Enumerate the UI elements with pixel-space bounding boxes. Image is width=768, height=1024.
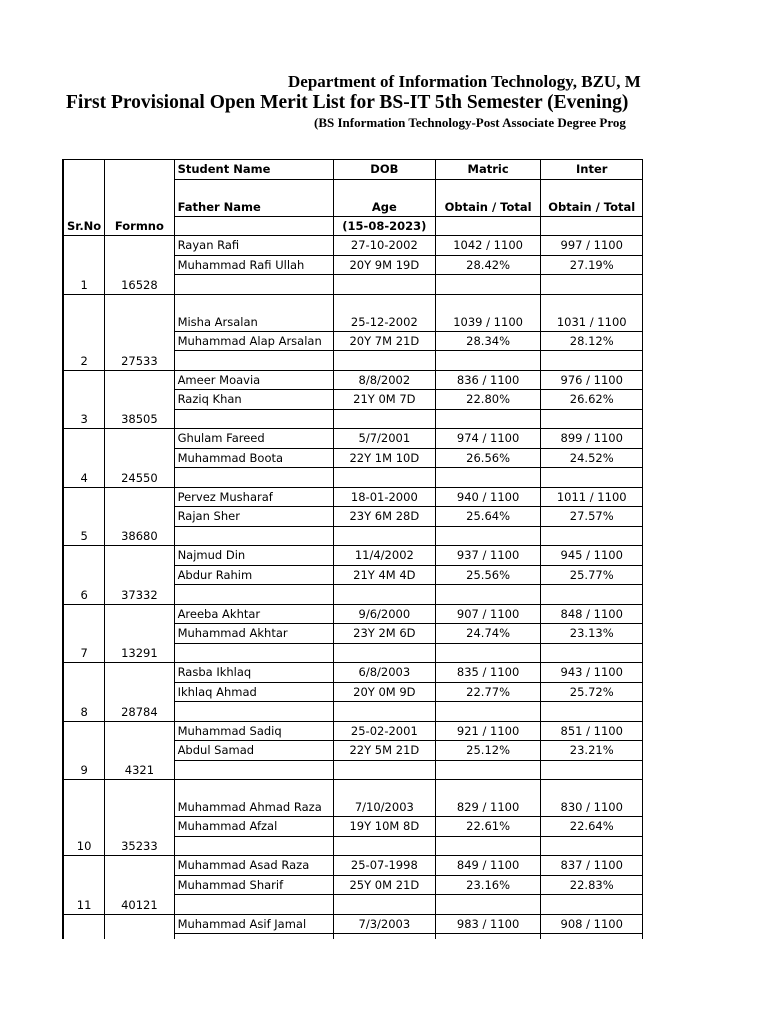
empty-cell <box>333 702 435 722</box>
inter-percent-cell: 22.64% <box>541 817 643 837</box>
age-cell: 21Y 0M 7D <box>333 390 435 410</box>
col-header-student-name: Student Name <box>174 160 333 180</box>
form-no-cell: 38505 <box>105 370 174 429</box>
matric-marks-cell: 1039 / 1100 <box>435 294 541 331</box>
empty-cell <box>541 409 643 429</box>
matric-marks-cell: 836 / 1100 <box>435 370 541 390</box>
age-cell: 20Y 0M 9D <box>333 682 435 702</box>
col-header-inter-obtain-total: Obtain / Total <box>541 179 643 216</box>
table-row <box>63 721 643 741</box>
col-header-age-reference-date: (15-08-2023) <box>333 216 435 236</box>
empty-cell <box>435 836 541 856</box>
empty-cell <box>333 468 435 488</box>
col-header-matric-obtain-total: Obtain / Total <box>435 179 541 216</box>
empty-cell <box>435 702 541 722</box>
father-name-cell: Abdur Rahim <box>174 565 333 585</box>
col-header-srno: Sr.No <box>63 160 105 236</box>
matric-percent-cell: 24.74% <box>435 624 541 644</box>
table-row <box>63 487 643 507</box>
empty-cell <box>435 526 541 546</box>
father-name-cell: Muhammad Akhtar <box>174 624 333 644</box>
student-name-cell: Muhammad Asif Jamal <box>174 914 333 934</box>
inter-marks-cell: 1011 / 1100 <box>541 487 643 507</box>
empty-cell <box>174 409 333 429</box>
inter-marks-cell: 851 / 1100 <box>541 721 643 741</box>
empty-cell <box>541 216 643 236</box>
col-header-formno: Formno <box>105 160 174 236</box>
father-name-cell: Muhammad Rafi Ullah <box>174 255 333 275</box>
matric-percent-cell: 28.34% <box>435 331 541 351</box>
age-cell: 20Y 9M 19D <box>333 255 435 275</box>
dob-cell: 6/8/2003 <box>333 663 435 683</box>
col-header-matric: Matric <box>435 160 541 180</box>
form-no-cell: 24550 <box>105 429 174 488</box>
table-row <box>63 663 643 683</box>
sr-no-cell <box>63 914 105 939</box>
age-cell: 23Y 6M 28D <box>333 507 435 527</box>
matric-percent-cell: 25.12% <box>435 741 541 761</box>
father-name-cell: Rajan Sher <box>174 507 333 527</box>
father-name-cell: Raziq Khan <box>174 390 333 410</box>
empty-cell <box>541 468 643 488</box>
inter-marks-cell: 943 / 1100 <box>541 663 643 683</box>
age-cell: 22Y 5M 21D <box>333 741 435 761</box>
empty-cell <box>174 836 333 856</box>
matric-marks-cell: 907 / 1100 <box>435 604 541 624</box>
form-no-cell: 37332 <box>105 546 174 605</box>
matric-marks-cell: 829 / 1100 <box>435 780 541 817</box>
age-cell <box>333 934 435 940</box>
empty-cell <box>174 275 333 295</box>
inter-percent-cell <box>541 934 643 940</box>
matric-percent-cell: 22.77% <box>435 682 541 702</box>
form-no-cell <box>105 914 174 939</box>
empty-cell <box>174 643 333 663</box>
age-cell: 21Y 4M 4D <box>333 565 435 585</box>
matric-marks-cell: 940 / 1100 <box>435 487 541 507</box>
empty-cell <box>174 585 333 605</box>
matric-percent-cell: 22.80% <box>435 390 541 410</box>
table-row <box>63 236 643 256</box>
matric-percent-cell <box>435 934 541 940</box>
col-header-father-name: Father Name <box>174 179 333 216</box>
empty-cell <box>174 216 333 236</box>
dob-cell: 18-01-2000 <box>333 487 435 507</box>
empty-cell <box>435 585 541 605</box>
department-title: Department of Information Technology, BZU, M <box>288 72 641 91</box>
father-name-cell: Muhammad Afzal <box>174 817 333 837</box>
dob-cell: 7/10/2003 <box>333 780 435 817</box>
empty-cell <box>333 836 435 856</box>
table-row <box>63 294 643 331</box>
sr-no-cell: 3 <box>63 370 105 429</box>
empty-cell <box>333 895 435 915</box>
col-header-inter: Inter <box>541 160 643 180</box>
empty-cell <box>541 702 643 722</box>
inter-marks-cell: 848 / 1100 <box>541 604 643 624</box>
empty-cell <box>333 409 435 429</box>
empty-cell <box>333 275 435 295</box>
inter-percent-cell: 27.57% <box>541 507 643 527</box>
form-no-cell: 38680 <box>105 487 174 546</box>
matric-marks-cell: 983 / 1100 <box>435 914 541 934</box>
matric-marks-cell: 849 / 1100 <box>435 856 541 876</box>
matric-marks-cell: 835 / 1100 <box>435 663 541 683</box>
inter-marks-cell: 837 / 1100 <box>541 856 643 876</box>
empty-cell <box>541 895 643 915</box>
matric-percent-cell: 25.64% <box>435 507 541 527</box>
father-name-cell: Muhammad Alap Arsalan <box>174 331 333 351</box>
inter-percent-cell: 25.72% <box>541 682 643 702</box>
sr-no-cell: 5 <box>63 487 105 546</box>
form-no-cell: 16528 <box>105 236 174 295</box>
empty-cell <box>435 760 541 780</box>
empty-cell <box>541 275 643 295</box>
empty-cell <box>541 836 643 856</box>
inter-marks-cell: 1031 / 1100 <box>541 294 643 331</box>
father-name-cell: Muhammad Sharif <box>174 875 333 895</box>
empty-cell <box>174 895 333 915</box>
dob-cell: 11/4/2002 <box>333 546 435 566</box>
inter-marks-cell: 976 / 1100 <box>541 370 643 390</box>
inter-percent-cell: 28.12% <box>541 331 643 351</box>
form-no-cell: 35233 <box>105 780 174 856</box>
empty-cell <box>333 526 435 546</box>
inter-marks-cell: 830 / 1100 <box>541 780 643 817</box>
empty-cell <box>333 760 435 780</box>
merit-list-title: First Provisional Open Merit List for BS-IT 5th Semester (Evening) <box>66 92 629 113</box>
sr-no-cell: 7 <box>63 604 105 663</box>
form-no-cell: 27533 <box>105 294 174 370</box>
col-header-dob: DOB <box>333 160 435 180</box>
empty-cell <box>541 585 643 605</box>
form-no-cell: 28784 <box>105 663 174 722</box>
col-header-age: Age <box>333 179 435 216</box>
sr-no-cell: 8 <box>63 663 105 722</box>
matric-marks-cell: 1042 / 1100 <box>435 236 541 256</box>
dob-cell: 25-02-2001 <box>333 721 435 741</box>
matric-percent-cell: 25.56% <box>435 565 541 585</box>
age-cell: 22Y 1M 10D <box>333 448 435 468</box>
inter-percent-cell: 27.19% <box>541 255 643 275</box>
sr-no-cell: 1 <box>63 236 105 295</box>
student-name-cell: Najmud Din <box>174 546 333 566</box>
empty-cell <box>174 526 333 546</box>
father-name-cell <box>174 934 333 940</box>
empty-cell <box>174 351 333 371</box>
matric-percent-cell: 26.56% <box>435 448 541 468</box>
father-name-cell: Muhammad Boota <box>174 448 333 468</box>
student-name-cell: Muhammad Sadiq <box>174 721 333 741</box>
merit-list-sheet <box>62 159 643 939</box>
table-row <box>63 429 643 449</box>
age-cell: 23Y 2M 6D <box>333 624 435 644</box>
sr-no-cell: 4 <box>63 429 105 488</box>
student-name-cell: Muhammad Asad Raza <box>174 856 333 876</box>
inter-percent-cell: 22.83% <box>541 875 643 895</box>
matric-marks-cell: 937 / 1100 <box>435 546 541 566</box>
form-no-cell: 40121 <box>105 856 174 915</box>
form-no-cell: 4321 <box>105 721 174 780</box>
empty-cell <box>435 216 541 236</box>
inter-marks-cell: 945 / 1100 <box>541 546 643 566</box>
dob-cell: 25-07-1998 <box>333 856 435 876</box>
student-name-cell: Muhammad Ahmad Raza <box>174 780 333 817</box>
empty-cell <box>333 643 435 663</box>
student-name-cell: Areeba Akhtar <box>174 604 333 624</box>
dob-cell: 27-10-2002 <box>333 236 435 256</box>
table-row <box>63 914 643 934</box>
age-cell: 19Y 10M 8D <box>333 817 435 837</box>
dob-cell: 25-12-2002 <box>333 294 435 331</box>
father-name-cell: Abdul Samad <box>174 741 333 761</box>
empty-cell <box>333 585 435 605</box>
sr-no-cell: 6 <box>63 546 105 605</box>
inter-percent-cell: 23.13% <box>541 624 643 644</box>
sr-no-cell: 10 <box>63 780 105 856</box>
matric-marks-cell: 974 / 1100 <box>435 429 541 449</box>
table-row <box>63 370 643 390</box>
age-cell: 25Y 0M 21D <box>333 875 435 895</box>
dob-cell: 9/6/2000 <box>333 604 435 624</box>
student-name-cell: Rayan Rafi <box>174 236 333 256</box>
matric-percent-cell: 23.16% <box>435 875 541 895</box>
table-row <box>63 604 643 624</box>
inter-marks-cell: 899 / 1100 <box>541 429 643 449</box>
empty-cell <box>174 468 333 488</box>
empty-cell <box>174 702 333 722</box>
header-row-1 <box>63 160 643 180</box>
student-name-cell: Rasba Ikhlaq <box>174 663 333 683</box>
matric-percent-cell: 22.61% <box>435 817 541 837</box>
inter-marks-cell: 908 / 1100 <box>541 914 643 934</box>
empty-cell <box>541 526 643 546</box>
merit-list-table <box>62 159 643 939</box>
program-subtitle: (BS Information Technology-Post Associate Degree Prog <box>314 115 626 130</box>
sr-no-cell: 9 <box>63 721 105 780</box>
form-no-cell: 13291 <box>105 604 174 663</box>
empty-cell <box>435 275 541 295</box>
empty-cell <box>435 351 541 371</box>
sr-no-cell: 11 <box>63 856 105 915</box>
empty-cell <box>541 351 643 371</box>
empty-cell <box>435 895 541 915</box>
empty-cell <box>435 643 541 663</box>
sr-no-cell: 2 <box>63 294 105 370</box>
student-name-cell: Ghulam Fareed <box>174 429 333 449</box>
inter-percent-cell: 26.62% <box>541 390 643 410</box>
empty-cell <box>435 468 541 488</box>
inter-percent-cell: 23.21% <box>541 741 643 761</box>
table-row <box>63 546 643 566</box>
student-name-cell: Misha Arsalan <box>174 294 333 331</box>
student-name-cell: Ameer Moavia <box>174 370 333 390</box>
student-name-cell: Pervez Musharaf <box>174 487 333 507</box>
inter-marks-cell: 997 / 1100 <box>541 236 643 256</box>
dob-cell: 5/7/2001 <box>333 429 435 449</box>
table-row <box>63 780 643 817</box>
empty-cell <box>435 409 541 429</box>
father-name-cell: Ikhlaq Ahmad <box>174 682 333 702</box>
age-cell: 20Y 7M 21D <box>333 331 435 351</box>
empty-cell <box>541 643 643 663</box>
dob-cell: 8/8/2002 <box>333 370 435 390</box>
matric-percent-cell: 28.42% <box>435 255 541 275</box>
empty-cell <box>333 351 435 371</box>
dob-cell: 7/3/2003 <box>333 914 435 934</box>
empty-cell <box>541 760 643 780</box>
matric-marks-cell: 921 / 1100 <box>435 721 541 741</box>
table-row <box>63 856 643 876</box>
empty-cell <box>174 760 333 780</box>
inter-percent-cell: 25.77% <box>541 565 643 585</box>
inter-percent-cell: 24.52% <box>541 448 643 468</box>
